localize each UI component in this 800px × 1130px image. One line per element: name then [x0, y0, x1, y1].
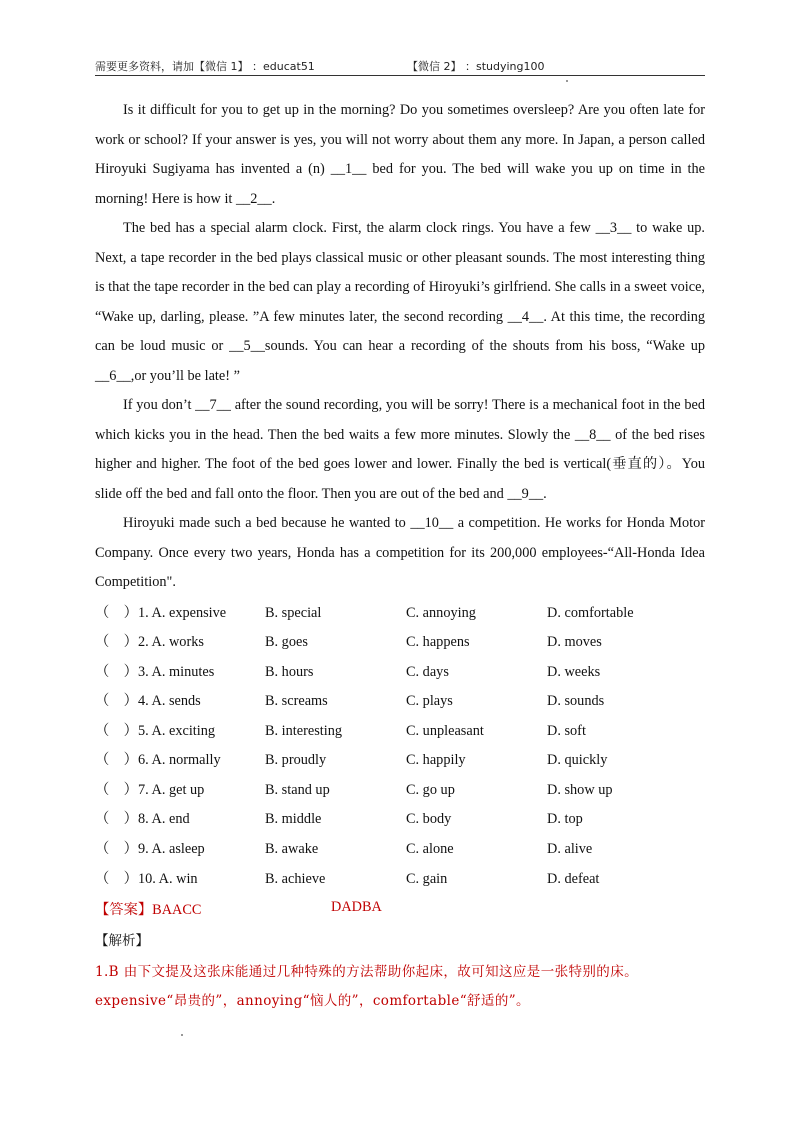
- answer-paren: （ ）: [95, 605, 138, 621]
- option-d: D. show up: [547, 782, 613, 798]
- option-b: B. hours: [265, 664, 314, 680]
- option-b: B. goes: [265, 634, 308, 650]
- analysis-line-2: expensive“昂贵的”，annoying“恼人的”，comfortable“舒适的”。: [95, 993, 530, 1009]
- question-row: [95, 838, 705, 860]
- question-row: [95, 631, 705, 653]
- option-c: C. happens: [406, 634, 470, 650]
- option-b: B. interesting: [265, 723, 343, 739]
- option-b: B. stand up: [265, 782, 330, 798]
- passage-paragraph-4: [95, 509, 705, 598]
- option-a: 3. A. minutes: [138, 664, 215, 680]
- option-b: B. screams: [265, 693, 328, 709]
- option-d: D. alive: [547, 841, 593, 857]
- option-a: 7. A. get up: [138, 782, 205, 798]
- question-row: [95, 779, 705, 801]
- question-row: [95, 720, 705, 742]
- option-c: C. alone: [406, 841, 454, 857]
- option-b: B. special: [265, 605, 322, 621]
- answer-paren: （ ）: [95, 871, 138, 887]
- paragraph-1-text: Is it difficult for you to get up in the morning? Do you sometimes oversleep? Are you often late for work or school? If your answer is yes, you will not worry about them any more. In Japan, a person called Hiroyuki Sugiyama has invented a (n) __1__ bed for you. The bed will wake you up on time in the morning! Here is how it __2__.: [95, 102, 705, 207]
- option-c: C. days: [406, 664, 449, 680]
- answer-paren: （ ）: [95, 664, 138, 680]
- answer-key: [95, 899, 382, 919]
- answer-paren: （ ）: [95, 723, 138, 739]
- option-a: 8. A. end: [138, 811, 190, 827]
- passage-paragraph-2: [95, 214, 705, 392]
- answer-paren: （ ）: [95, 693, 138, 709]
- question-row: [95, 749, 705, 771]
- paragraph-3-text: If you don’t __7__ after the sound recording, you will be sorry! There is a mechanical foot in the bed which kicks you in the head. Then the bed waits a few more minutes. Slowly the __8__ of the bed rises higher and higher. The foot of the bed goes lower and lower. Finally the bed is vertical(垂直的）。You slide off the bed and fall onto the floor. Then you are out of the bed and __9__.: [95, 397, 705, 502]
- paragraph-2-text: The bed has a special alarm clock. First, the alarm clock rings. You have a few __3__ to wake up. Next, a tape recorder in the bed plays classical music or other pleasant sounds. The most interesting thing is that the tape recorder in the bed can play a recording of Hiroyuki’s girlfriend. She calls in a sweet voice, “Wake up, darling, please. ”A few minutes later, the second recording __4__. At this time, the recording can be loud music or __5__sounds. You can hear a recording of the shouts from his boss, “Wake up __6__,or you’ll be late! ”: [95, 220, 705, 384]
- speck-mark: [181, 1034, 183, 1036]
- option-c: C. happily: [406, 752, 466, 768]
- option-b: B. awake: [265, 841, 319, 857]
- option-a: 2. A. works: [138, 634, 204, 650]
- option-d: D. weeks: [547, 664, 601, 680]
- answer-paren: （ ）: [95, 841, 138, 857]
- analysis-heading: 【解析】: [95, 933, 149, 949]
- option-b: B. proudly: [265, 752, 327, 768]
- option-d: D. comfortable: [547, 605, 634, 621]
- answer-paren: （ ）: [95, 811, 138, 827]
- option-d: D. defeat: [547, 871, 600, 887]
- speck-mark: [566, 80, 568, 82]
- option-d: D. top: [547, 811, 583, 827]
- option-a: 4. A. sends: [138, 693, 201, 709]
- question-row: [95, 602, 705, 624]
- passage-paragraph-1: [95, 96, 705, 214]
- option-c: C. body: [406, 811, 452, 827]
- passage-paragraph-3: [95, 391, 705, 509]
- question-row: [95, 690, 705, 712]
- option-d: D. sounds: [547, 693, 605, 709]
- option-a: 6. A. normally: [138, 752, 221, 768]
- option-c: C. go up: [406, 782, 455, 798]
- option-b: B. achieve: [265, 871, 326, 887]
- option-c: C. annoying: [406, 605, 476, 621]
- analysis-line-1: 1.B 由下文提及这张床能通过几种特殊的方法帮助你起床，故可知这应是一张特别的床。: [95, 964, 638, 980]
- question-row: [95, 868, 705, 890]
- answer-key-part-1: 【答案】BAACC: [95, 902, 202, 918]
- option-b: B. middle: [265, 811, 322, 827]
- answer-paren: （ ）: [95, 752, 138, 768]
- answer-paren: （ ）: [95, 782, 138, 798]
- option-a: 10. A. win: [138, 871, 198, 887]
- question-row: [95, 661, 705, 683]
- option-c: C. gain: [406, 871, 448, 887]
- page-header: [95, 57, 705, 77]
- option-a: 1. A. expensive: [138, 605, 227, 621]
- header-divider: [95, 75, 705, 76]
- option-d: D. soft: [547, 723, 586, 739]
- answer-key-part-2: DADBA: [331, 899, 382, 915]
- header-wechat-2: 【微信 2】 ：studying100: [407, 60, 545, 73]
- paragraph-4-text: Hiroyuki made such a bed because he wanted to __10__ a competition. He works for Honda Motor Company. Once every two years, Honda has a competition for its 200,000 employees-“All-Honda Idea Competition".: [95, 515, 705, 591]
- option-d: D. moves: [547, 634, 602, 650]
- option-a: 9. A. asleep: [138, 841, 205, 857]
- question-row: [95, 808, 705, 830]
- option-c: C. unpleasant: [406, 723, 484, 739]
- answer-paren: （ ）: [95, 634, 138, 650]
- option-c: C. plays: [406, 693, 453, 709]
- option-a: 5. A. exciting: [138, 723, 216, 739]
- header-wechat-1: 需要更多资料，请加【微信 1】 ：educat51: [95, 60, 315, 73]
- option-d: D. quickly: [547, 752, 608, 768]
